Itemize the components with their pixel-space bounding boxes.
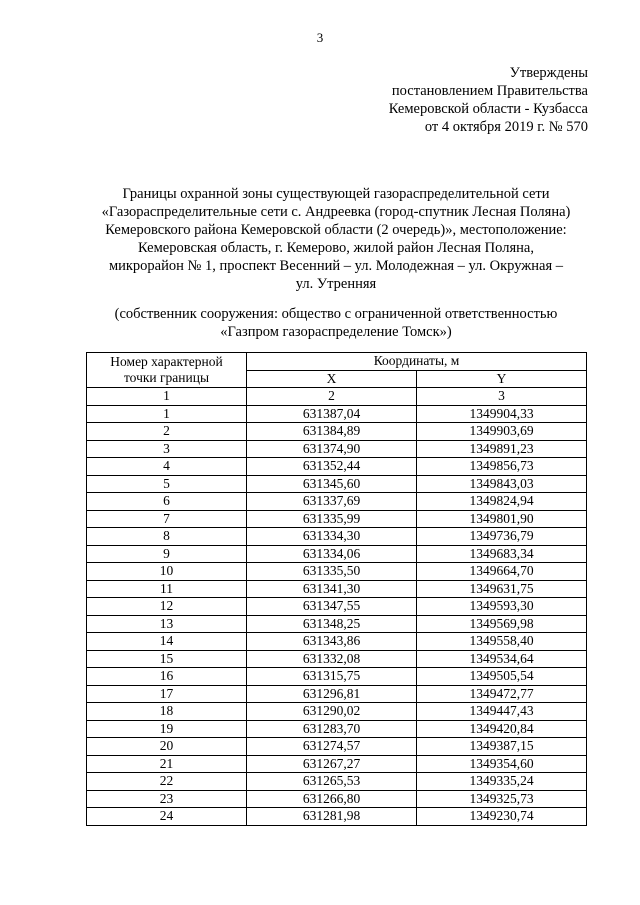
y-coordinate-cell: 1349904,33: [417, 405, 587, 423]
x-coordinate-cell: 631266,80: [247, 790, 417, 808]
table-row: [87, 773, 587, 791]
y-coordinate-cell: 1349856,73: [417, 458, 587, 476]
point-number-cell: 3: [87, 440, 247, 458]
point-number-cell: 17: [87, 685, 247, 703]
table-row: [87, 685, 587, 703]
y-coordinate-cell: 1349230,74: [417, 808, 587, 826]
column-number: 3: [417, 388, 587, 406]
x-coordinate-cell: 631347,55: [247, 598, 417, 616]
table-row: [87, 808, 587, 826]
x-coordinate-cell: 631283,70: [247, 720, 417, 738]
x-coordinate-cell: 631334,30: [247, 528, 417, 546]
approval-line: постановлением Правительства: [391, 83, 588, 99]
y-coordinate-cell: 1349593,30: [417, 598, 587, 616]
header-y: Y: [417, 370, 587, 388]
y-coordinate-cell: 1349664,70: [417, 563, 587, 581]
header-point-number: [87, 353, 247, 388]
x-coordinate-cell: 631335,99: [247, 510, 417, 528]
table-row: [87, 703, 587, 721]
y-coordinate-cell: 1349736,79: [417, 528, 587, 546]
header-point-line: точки границы: [123, 370, 210, 385]
table-row: [87, 755, 587, 773]
table-row: [87, 545, 587, 563]
header-coordinates: Координаты, м: [247, 353, 587, 371]
table-row: [87, 510, 587, 528]
x-coordinate-cell: 631374,90: [247, 440, 417, 458]
y-coordinate-cell: 1349335,24: [417, 773, 587, 791]
header-point-line: Номер характерной: [110, 354, 223, 369]
table-row: [87, 405, 587, 423]
coordinates-table: [86, 352, 587, 826]
y-coordinate-cell: 1349683,34: [417, 545, 587, 563]
y-coordinate-cell: 1349569,98: [417, 615, 587, 633]
column-number: 1: [87, 388, 247, 406]
x-coordinate-cell: 631274,57: [247, 738, 417, 756]
table-row: [87, 580, 587, 598]
x-coordinate-cell: 631345,60: [247, 475, 417, 493]
point-number-cell: 24: [87, 808, 247, 826]
table-row: [87, 720, 587, 738]
point-number-cell: 2: [87, 423, 247, 441]
point-number-cell: 16: [87, 668, 247, 686]
y-coordinate-cell: 1349631,75: [417, 580, 587, 598]
table-row: [87, 668, 587, 686]
owner-note: [86, 305, 586, 341]
point-number-cell: 23: [87, 790, 247, 808]
y-coordinate-cell: 1349447,43: [417, 703, 587, 721]
x-coordinate-cell: 631265,53: [247, 773, 417, 791]
point-number-cell: 1: [87, 405, 247, 423]
point-number-cell: 20: [87, 738, 247, 756]
owner-line: (собственник сооружения: общество с ограниченной ответственностью: [114, 306, 558, 322]
point-number-cell: 9: [87, 545, 247, 563]
point-number-cell: 11: [87, 580, 247, 598]
y-coordinate-cell: 1349354,60: [417, 755, 587, 773]
title-line: Кемеровского района Кемеровской области (2 очередь)», местоположение:: [105, 222, 567, 238]
point-number-cell: 18: [87, 703, 247, 721]
x-coordinate-cell: 631296,81: [247, 685, 417, 703]
y-coordinate-cell: 1349325,73: [417, 790, 587, 808]
point-number-cell: 6: [87, 493, 247, 511]
point-number-cell: 5: [87, 475, 247, 493]
table-row: [87, 528, 587, 546]
table-body: [87, 405, 587, 825]
point-number-cell: 4: [87, 458, 247, 476]
header-x: X: [247, 370, 417, 388]
x-coordinate-cell: 631387,04: [247, 405, 417, 423]
table-row: [87, 598, 587, 616]
table-row: [87, 423, 587, 441]
table-row: [87, 790, 587, 808]
point-number-cell: 10: [87, 563, 247, 581]
x-coordinate-cell: 631384,89: [247, 423, 417, 441]
x-coordinate-cell: 631332,08: [247, 650, 417, 668]
x-coordinate-cell: 631341,30: [247, 580, 417, 598]
y-coordinate-cell: 1349891,23: [417, 440, 587, 458]
table-row: [87, 650, 587, 668]
column-number: 2: [247, 388, 417, 406]
table-row: [87, 493, 587, 511]
table-row: [87, 563, 587, 581]
x-coordinate-cell: 631290,02: [247, 703, 417, 721]
table-row: [87, 458, 587, 476]
title-line: ул. Утренняя: [295, 276, 377, 292]
owner-line: «Газпром газораспределение Томск»): [220, 324, 452, 340]
document-title: [86, 185, 586, 293]
y-coordinate-cell: 1349843,03: [417, 475, 587, 493]
x-coordinate-cell: 631334,06: [247, 545, 417, 563]
y-coordinate-cell: 1349387,15: [417, 738, 587, 756]
title-line: микрорайон № 1, проспект Весенний – ул. Молодежная – ул. Окружная –: [108, 258, 564, 274]
title-line: «Газораспределительные сети с. Андреевка (город-спутник Лесная Поляна): [101, 204, 571, 220]
y-coordinate-cell: 1349801,90: [417, 510, 587, 528]
x-coordinate-cell: 631281,98: [247, 808, 417, 826]
point-number-cell: 21: [87, 755, 247, 773]
point-number-cell: 8: [87, 528, 247, 546]
y-coordinate-cell: 1349505,54: [417, 668, 587, 686]
approval-line: Кемеровской области - Кузбасса: [388, 101, 588, 117]
point-number-cell: 13: [87, 615, 247, 633]
table-row: [87, 738, 587, 756]
x-coordinate-cell: 631267,27: [247, 755, 417, 773]
x-coordinate-cell: 631343,86: [247, 633, 417, 651]
y-coordinate-cell: 1349824,94: [417, 493, 587, 511]
x-coordinate-cell: 631335,50: [247, 563, 417, 581]
point-number-cell: 22: [87, 773, 247, 791]
table-row: [87, 633, 587, 651]
table-row: [87, 475, 587, 493]
x-coordinate-cell: 631315,75: [247, 668, 417, 686]
approval-block: [389, 64, 588, 136]
point-number-cell: 19: [87, 720, 247, 738]
table-row: [87, 440, 587, 458]
table-row: [87, 615, 587, 633]
y-coordinate-cell: 1349558,40: [417, 633, 587, 651]
y-coordinate-cell: 1349420,84: [417, 720, 587, 738]
approval-line: Утверждены: [509, 65, 588, 81]
y-coordinate-cell: 1349903,69: [417, 423, 587, 441]
point-number-cell: 7: [87, 510, 247, 528]
title-line: Кемеровская область, г. Кемерово, жилой район Лесная Поляна,: [138, 240, 534, 256]
point-number-cell: 14: [87, 633, 247, 651]
y-coordinate-cell: 1349472,77: [417, 685, 587, 703]
title-line: Границы охранной зоны существующей газораспределительной сети: [122, 186, 550, 202]
point-number-cell: 12: [87, 598, 247, 616]
x-coordinate-cell: 631352,44: [247, 458, 417, 476]
point-number-cell: 15: [87, 650, 247, 668]
x-coordinate-cell: 631348,25: [247, 615, 417, 633]
approval-line: от 4 октября 2019 г. № 570: [424, 119, 588, 135]
page-number: 3: [316, 30, 324, 45]
y-coordinate-cell: 1349534,64: [417, 650, 587, 668]
x-coordinate-cell: 631337,69: [247, 493, 417, 511]
